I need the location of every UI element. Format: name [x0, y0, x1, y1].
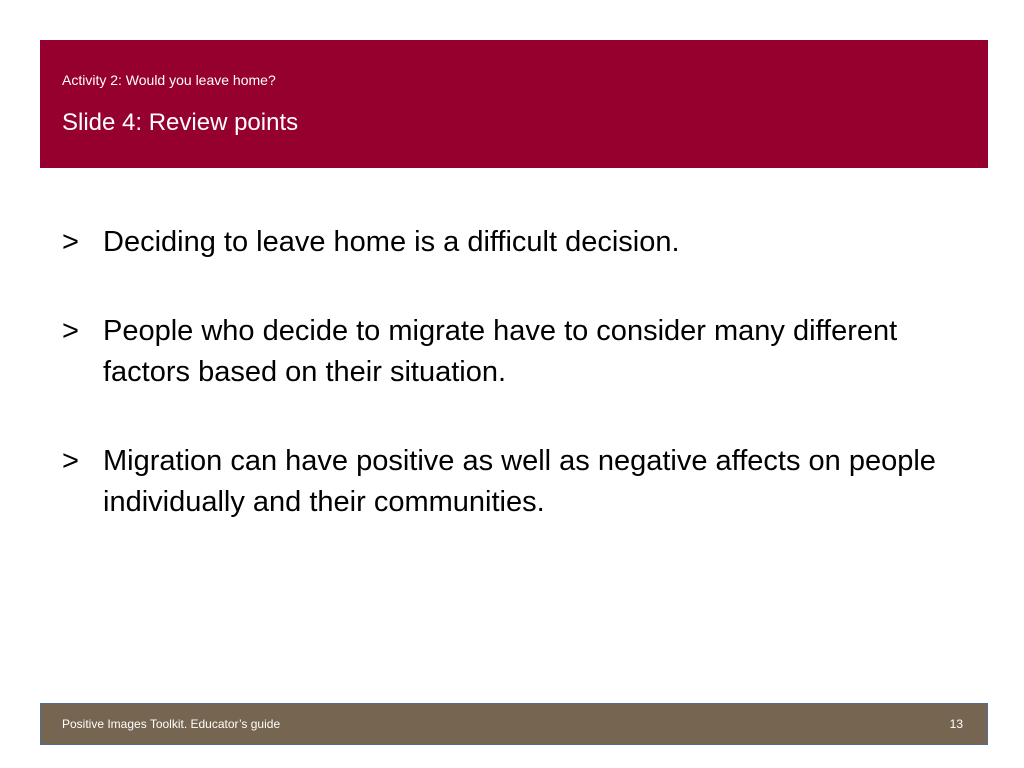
review-point-text: People who decide to migrate have to consider many different factors based on their situation.: [103, 315, 898, 388]
bullet-marker: >: [62, 315, 79, 347]
review-point: [62, 441, 962, 523]
review-point-text: Migration can have positive as well as negative affects on people individually and their communities.: [103, 445, 936, 518]
slide-title: Slide 4: Review points: [62, 109, 299, 136]
bullet-marker: >: [62, 445, 79, 477]
review-points-list: [62, 222, 962, 523]
review-point: [62, 311, 962, 393]
review-point: [62, 222, 962, 263]
activity-subtitle: Activity 2: Would you leave home?: [62, 72, 276, 88]
bullet-marker: >: [62, 226, 79, 258]
page-number: 13: [949, 717, 963, 731]
header-band: [40, 40, 988, 168]
footer-source: Positive Images Toolkit. Educator’s guide: [62, 717, 281, 731]
footer-band: [40, 703, 988, 745]
review-point-text: Deciding to leave home is a difficult decision.: [103, 226, 680, 258]
